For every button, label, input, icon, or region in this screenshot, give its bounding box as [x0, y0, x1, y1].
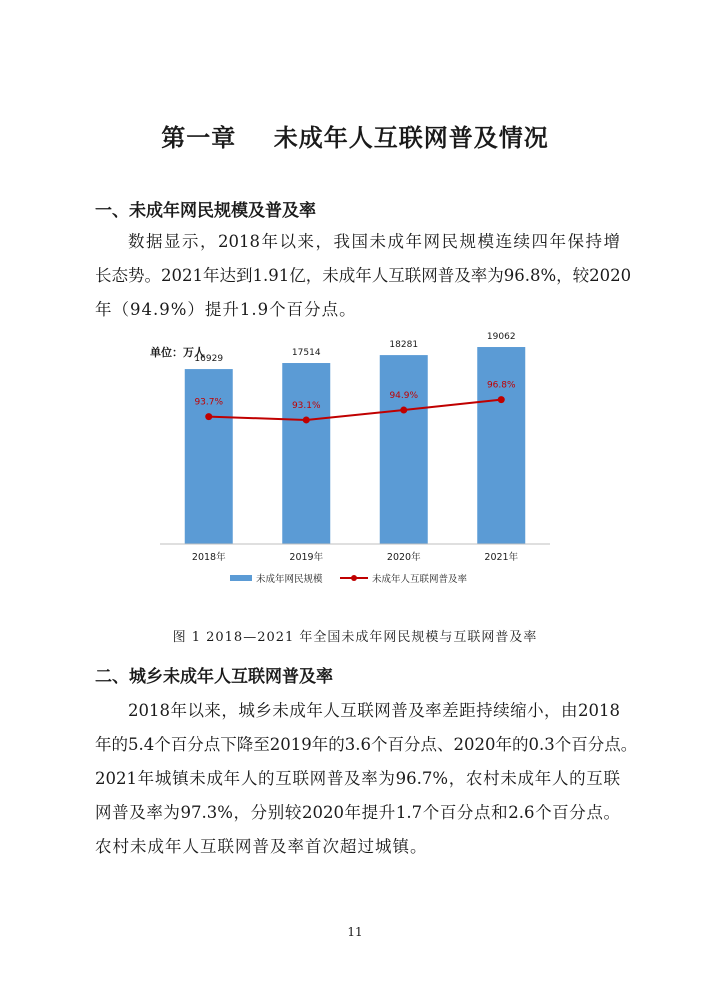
- rate-point-0: [205, 413, 212, 420]
- rate-point-2: [400, 407, 407, 414]
- paragraph-2-line-3: 2021年城镇未成年人的互联网普及率为96.7%，农村未成年人的互联: [95, 769, 620, 788]
- paragraph-1-line-3: 年（94.9%）提升1.9个百分点。: [95, 300, 357, 319]
- legend-bar-label: 未成年网民规模: [256, 574, 323, 585]
- page-number: 11: [347, 925, 363, 939]
- paragraph-2-line-1: 2018年以来，城乡未成年人互联网普及率差距持续缩小，由2018: [128, 701, 620, 720]
- bar-label-3: 19062: [486, 332, 516, 343]
- rate-label-1: 93.1%: [291, 400, 321, 411]
- rate-point-1: [303, 416, 310, 423]
- population-chart: [150, 332, 560, 597]
- bar-3: [477, 347, 525, 544]
- paragraph-2-line-4: 网普及率为97.3%，分别较2020年提升1.7个百分点和2.6个百分点。: [95, 803, 620, 822]
- bar-label-1: 17514: [291, 348, 321, 359]
- paragraph-1-line-2: 长态势。2021年达到1.91亿，未成年人互联网普及率为96.8%，较2020: [95, 266, 632, 285]
- x-tick-label-1: 2019年: [289, 552, 324, 563]
- paragraph-2-line-2: 年的5.4个百分点下降至2019年的3.6个百分点、2020年的0.3个百分点。: [95, 735, 638, 754]
- section-heading-2: 二、城乡未成年人互联网普及率: [95, 667, 333, 687]
- x-tick-label-3: 2021年: [484, 552, 519, 563]
- legend-line-marker: [351, 575, 357, 581]
- bar-0: [185, 369, 233, 544]
- rate-label-2: 94.9%: [389, 391, 419, 402]
- x-tick-label-0: 2018年: [191, 552, 226, 563]
- legend-bar-swatch: [230, 575, 252, 581]
- x-tick-label-2: 2020年: [386, 552, 421, 563]
- paragraph-1-line-1: 数据显示，2018年以来，我国未成年网民规模连续四年保持增: [128, 232, 620, 251]
- paragraph-2-line-5: 农村未成年人互联网普及率首次超过城镇。: [95, 837, 428, 856]
- figure-caption: 图 1 2018—2021 年全国未成年网民规模与互联网普及率: [172, 630, 538, 645]
- section-heading-1: 一、未成年网民规模及普及率: [95, 201, 316, 221]
- chart-unit-label: 单位：万人: [150, 346, 205, 359]
- bar-1: [282, 363, 330, 544]
- bar-2: [380, 355, 428, 544]
- legend-line-label: 未成年人互联网普及率: [372, 574, 468, 585]
- rate-line: [209, 400, 502, 420]
- rate-point-3: [498, 396, 505, 403]
- bar-label-0: 16929: [194, 354, 224, 365]
- rate-label-3: 96.8%: [486, 380, 516, 391]
- bar-label-2: 18281: [389, 340, 419, 351]
- rate-label-0: 93.7%: [194, 397, 224, 408]
- chapter-title: 第一章 未成年人互联网普及情况: [161, 123, 549, 152]
